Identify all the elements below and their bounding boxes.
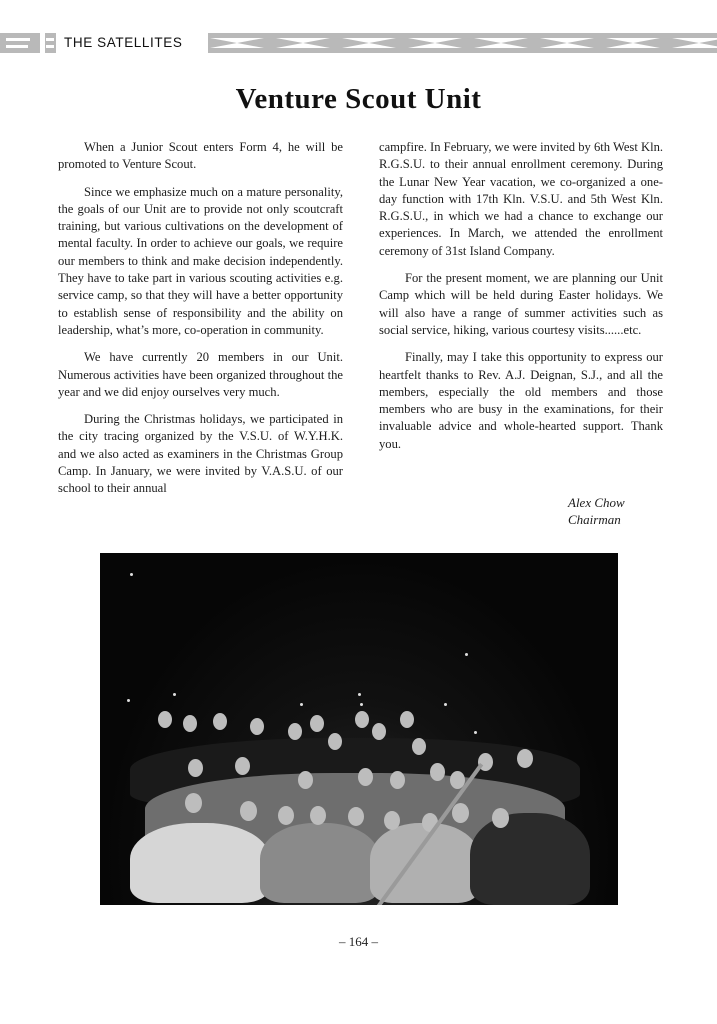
pattern-segment: [274, 33, 332, 53]
pattern-segment: [472, 33, 530, 53]
page-title: Venture Scout Unit: [235, 83, 482, 115]
pattern-segment: [406, 33, 464, 53]
signature: [568, 494, 625, 528]
paragraph: Finally, may I take this opportunity to express our heartfelt thanks to Rev. A.J. Deignan, S.J., and all the members, especially the old members and those members who are busy in the examinations, for their invaluable advice and whole-hearted support. Thank you.: [379, 350, 663, 451]
pattern-segment: [670, 33, 717, 53]
signature-name: Alex Chow: [568, 495, 625, 510]
group-photo: [100, 553, 618, 905]
section-label: THE SATELLITES: [64, 35, 183, 50]
section-header-band: [0, 33, 717, 53]
paragraph: During the Christmas holidays, we participated in the city tracing organized by the V.S.U. of W.Y.H.K. and we also acted as examiners in the Christmas Group Camp. In January, we were invited by V.A.S.U. of our school to their annual: [58, 412, 343, 496]
paragraph: We have currently 20 members in our Unit. Numerous activities have been organized throughout the year and we did enjoy ourselves very much.: [58, 350, 343, 399]
paragraph: Since we emphasize much on a mature personality, the goals of our Unit are to provide not only scoutcraft training, but various cultivations on the development of mental faculty. In order to achieve our goals, we require our members to think and make decision independently. They have to take part in various scouting activities e.g. service camp, so that they will have a better opportunity to establish sense of responsibility and the ability on leadership, what’s more, co-operation in community.: [58, 184, 343, 337]
article-right-column: [379, 139, 663, 463]
pattern-segment: [340, 33, 398, 53]
page-number: – 164 –: [339, 934, 378, 949]
header-decoration-left: [0, 33, 56, 53]
header-decoration-right: [208, 33, 717, 53]
pattern-segment: [208, 33, 266, 53]
paragraph: When a Junior Scout enters Form 4, he will be promoted to Venture Scout.: [58, 140, 343, 172]
article-left-column: [58, 139, 343, 498]
pattern-segment: [538, 33, 596, 53]
paragraph: For the present moment, we are planning our Unit Camp which will be held during Easter holidays. We will also have a range of summer activities such as social service, hiking, various courtesy visits......etc.: [379, 271, 663, 337]
signature-role: Chairman: [568, 512, 621, 527]
pattern-segment: [604, 33, 662, 53]
paragraph-continuation: campfire. In February, we were invited by 6th West Kln. R.G.S.U. to their annual enrollment ceremony. During the Lunar New Year vacation, we co-organized a one-day function with 17th Kln. V.S.U. and 5th West Kln. R.G.S.U., in which we had a chance to exchange our experiences. In March, we attended the enrollment ceremony of 31st Island Company.: [379, 140, 664, 258]
